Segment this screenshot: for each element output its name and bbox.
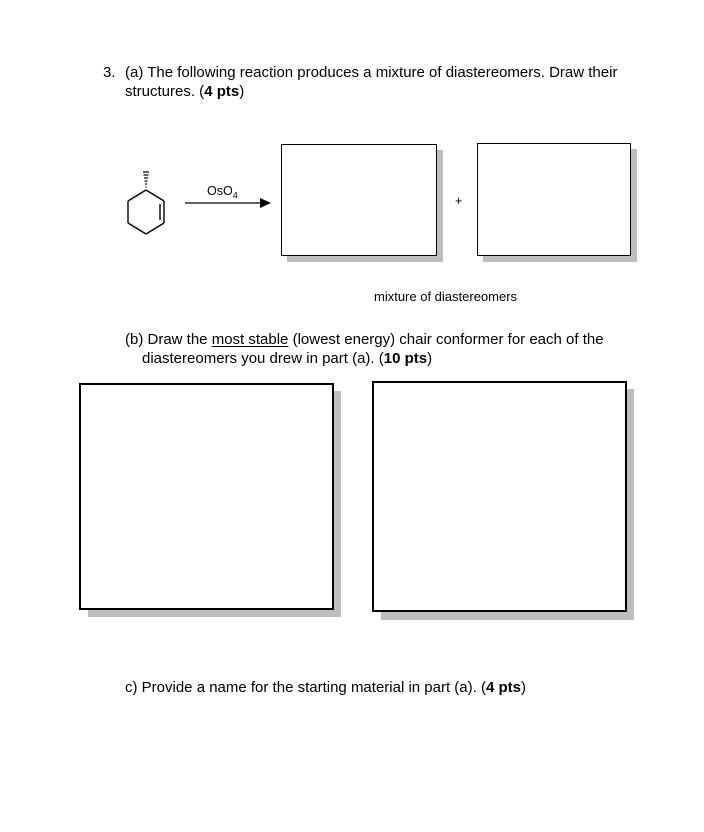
reaction-arrow	[184, 196, 274, 210]
chair-box-1[interactable]	[79, 383, 334, 610]
part-b-suffix: (lowest energy) chair conformer for each of the	[288, 331, 604, 348]
part-a-points: 4 pts	[204, 83, 240, 100]
part-b-prompt-line1	[125, 330, 604, 349]
product-box-2[interactable]	[477, 143, 631, 256]
part-b-line2-prefix: diastereomers you drew in part (a). (	[142, 350, 384, 367]
part-a-prompt-line1: (a) The following reaction produces a mixture of diastereomers. Draw their	[125, 64, 618, 81]
product-box-1[interactable]	[281, 144, 437, 256]
most-stable-underlined: most stable	[211, 331, 289, 348]
part-a-prompt-line2	[125, 82, 244, 101]
question-number: 3.	[103, 64, 116, 81]
part-a-line2-suffix: )	[239, 83, 245, 100]
part-b-line2-suffix: )	[427, 350, 433, 367]
mixture-label: mixture of diastereomers	[374, 289, 518, 304]
reagent-subscript: 4	[232, 190, 238, 201]
part-c-prefix: c) Provide a name for the starting material in part (a). (	[125, 679, 486, 696]
cyclohexene-ring	[128, 190, 164, 234]
part-b-points: 10 pts	[383, 350, 428, 367]
chair-box-2[interactable]	[372, 381, 627, 612]
starting-material-structure	[110, 165, 180, 245]
hashed-wedge-bond	[143, 172, 149, 187]
part-c-suffix: )	[521, 679, 526, 696]
part-a-line2-prefix: structures. (	[125, 83, 205, 100]
part-c-points: 4 pts	[485, 679, 521, 696]
part-b-prefix: (b) Draw the	[125, 331, 212, 348]
part-b-prompt-line2	[142, 349, 432, 368]
part-c-prompt	[125, 678, 526, 697]
reagent-text: OsO	[207, 184, 233, 198]
plus-sign: +	[455, 194, 463, 208]
